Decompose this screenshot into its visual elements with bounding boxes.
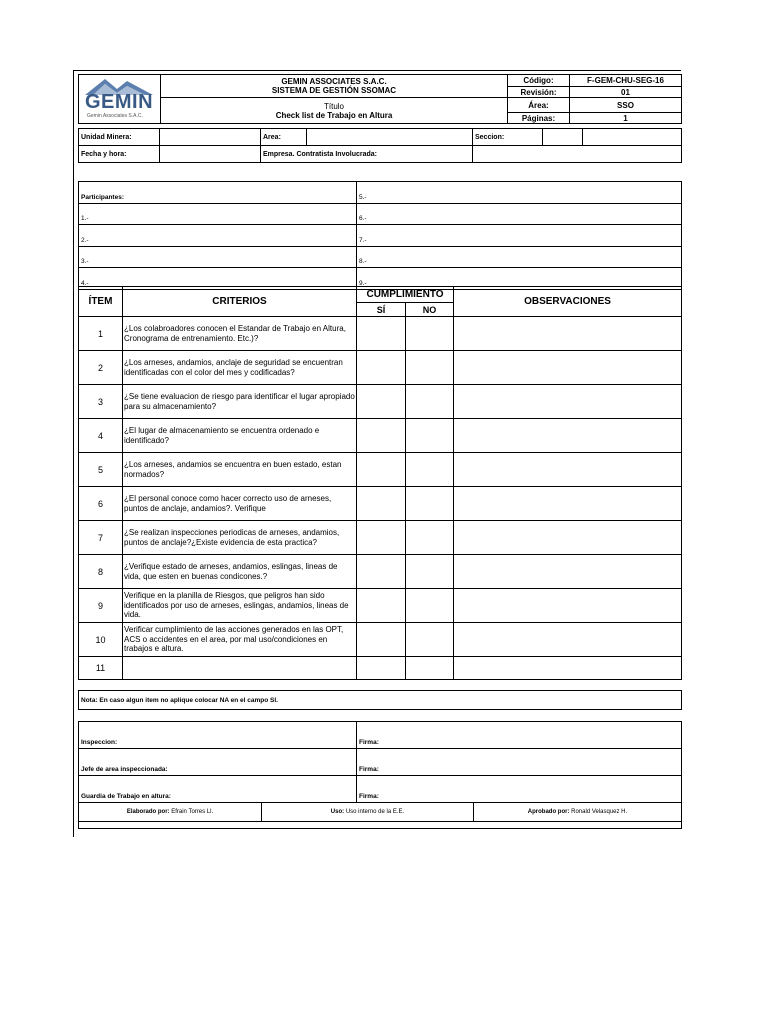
criterion-text: [123, 657, 357, 680]
observation-cell[interactable]: [454, 351, 682, 385]
item-number: 5: [79, 453, 123, 487]
empresa-contratista-field[interactable]: [473, 146, 682, 163]
si-column-header: SÍ: [357, 303, 406, 317]
criteria-row: [79, 657, 682, 680]
document-title: Check list de Trabajo en Altura: [275, 110, 393, 120]
company-name: GEMIN ASSOCIATES S.A.C.: [281, 77, 387, 86]
item-number: 9: [79, 589, 123, 623]
sheet-top-border: [73, 70, 681, 71]
participant-7[interactable]: 7.-: [357, 225, 682, 247]
elaborado-label: Elaborado por:: [126, 809, 170, 815]
uso-documento: [262, 803, 474, 822]
logo-subtitle: Gemin Associates S.A.C.: [87, 113, 143, 119]
participants-table: [78, 181, 682, 290]
criteria-row: [79, 521, 682, 555]
note-text: Nota: En caso algun item no aplique colocar NA en el campo SI.: [79, 691, 682, 710]
title-cell: [161, 98, 508, 124]
observation-cell[interactable]: [454, 657, 682, 680]
item-number: 11: [79, 657, 123, 680]
title-label: Título: [323, 101, 344, 111]
general-info: [78, 128, 682, 163]
aprobado-label: Aprobado por:: [527, 809, 570, 815]
participant-3[interactable]: 3.-: [79, 246, 357, 268]
meta-value-area: SSO: [570, 98, 682, 113]
criterion-text: Verifique en la planilla de Riesgos, que peligros han sido identificados por uso de arneses, eslingas, andamios, lineas de vida.: [123, 589, 357, 623]
si-checkbox-cell[interactable]: [357, 385, 406, 419]
seccion-label: Seccion:: [473, 129, 543, 145]
observation-cell[interactable]: [454, 385, 682, 419]
signatures-table: [78, 721, 682, 829]
seccion-extra-field[interactable]: [583, 129, 682, 145]
area-field[interactable]: [307, 129, 473, 146]
unidad-minera-field[interactable]: [160, 129, 261, 146]
seccion-field[interactable]: [543, 129, 583, 145]
observation-cell[interactable]: [454, 623, 682, 657]
observation-cell[interactable]: [454, 555, 682, 589]
jefe-area-firma[interactable]: Firma:: [357, 749, 682, 776]
si-checkbox-cell[interactable]: [357, 623, 406, 657]
meta-value-paginas: 1: [570, 113, 682, 124]
no-checkbox-cell[interactable]: [406, 623, 454, 657]
item-number: 6: [79, 487, 123, 521]
item-number: 10: [79, 623, 123, 657]
participant-9[interactable]: 9.-: [357, 268, 682, 290]
observation-cell[interactable]: [454, 419, 682, 453]
observation-cell[interactable]: [454, 521, 682, 555]
si-checkbox-cell[interactable]: [357, 317, 406, 351]
criteria-row: [79, 589, 682, 623]
criterion-text: ¿Se realizan inspecciones periodicas de arneses, andamios, puntos de anclaje?¿Existe evidencia de esta practica?: [123, 521, 357, 555]
no-column-header: NO: [406, 303, 454, 317]
guardia-firma[interactable]: Firma:: [357, 776, 682, 803]
participant-5[interactable]: 5.-: [357, 182, 682, 204]
area-label: Area:: [261, 129, 307, 146]
uso-label: Uso:: [330, 809, 345, 815]
elaborado-por: [79, 803, 262, 822]
item-number: 2: [79, 351, 123, 385]
criteria-row: [79, 487, 682, 521]
sheet-left-border: [73, 70, 74, 837]
observation-cell[interactable]: [454, 487, 682, 521]
criterion-text: ¿Verifique estado de arneses, andamios, eslingas, lineas de vida, que esten en buenas condicones.?: [123, 555, 357, 589]
item-number: 3: [79, 385, 123, 419]
si-checkbox-cell[interactable]: [357, 657, 406, 680]
si-checkbox-cell[interactable]: [357, 555, 406, 589]
criterion-text: ¿Se tiene evaluacion de riesgo para identificar el lugar apropiado para su almacenamiento?: [123, 385, 357, 419]
criterion-text: ¿Los colabroadores conocen el Estandar de Trabajo en Altura, Cronograma de entrenamiento. Etc.)?: [123, 317, 357, 351]
logo-wordmark: GEMIN: [85, 91, 154, 113]
criterion-text: ¿Los arneses, andamios, anclaje de seguridad se encuentran identificadas con el color del mes y codificadas?: [123, 351, 357, 385]
participants-title: Participantes:: [79, 182, 357, 204]
criterion-text: ¿El personal conoce como hacer correcto uso de arneses, puntos de anclaje, andamios?. Verifique: [123, 487, 357, 521]
participant-4[interactable]: 4.-: [79, 268, 357, 290]
criteria-row: [79, 317, 682, 351]
item-number: 1: [79, 317, 123, 351]
criteria-table: [78, 286, 682, 680]
item-number: 8: [79, 555, 123, 589]
si-checkbox-cell[interactable]: [357, 351, 406, 385]
si-checkbox-cell[interactable]: [357, 453, 406, 487]
note-box: [78, 690, 682, 710]
no-checkbox-cell[interactable]: [406, 385, 454, 419]
criteria-row: [79, 623, 682, 657]
criterion-text: ¿Los arneses, andamios se encuentra en buen estado, estan normados?: [123, 453, 357, 487]
inspeccion-firma[interactable]: Firma:: [357, 722, 682, 749]
fecha-hora-field[interactable]: [160, 146, 261, 163]
meta-value-revision: 01: [570, 87, 682, 98]
elaborado-value: Efrain Torres Ll.: [171, 809, 214, 815]
criterion-text: ¿El lugar de almacenamiento se encuentra ordenado e identificado?: [123, 419, 357, 453]
no-checkbox-cell[interactable]: [406, 317, 454, 351]
item-column-header: ÍTEM: [79, 287, 123, 317]
aprobado-por: [474, 803, 682, 822]
company-cell: [161, 75, 508, 98]
si-checkbox-cell[interactable]: [357, 521, 406, 555]
uso-value: Uso interno de la E.E.: [345, 809, 405, 815]
item-number: 7: [79, 521, 123, 555]
no-checkbox-cell[interactable]: [406, 589, 454, 623]
item-number: 4: [79, 419, 123, 453]
criteria-row: [79, 453, 682, 487]
cumplimiento-column-header: CUMPLIMIENTO: [357, 287, 454, 303]
company-logo: [79, 75, 161, 124]
meta-label-paginas: Páginas:: [508, 113, 570, 124]
seccion-cell: [473, 129, 682, 146]
criterios-column-header: CRITERIOS: [123, 287, 357, 317]
participant-8[interactable]: 8.-: [357, 246, 682, 268]
unidad-minera-label: Unidad Minera:: [79, 129, 160, 146]
no-checkbox-cell[interactable]: [406, 487, 454, 521]
observation-cell[interactable]: [454, 453, 682, 487]
criteria-row: [79, 419, 682, 453]
criteria-row: [79, 351, 682, 385]
no-checkbox-cell[interactable]: [406, 351, 454, 385]
criteria-row: [79, 555, 682, 589]
criteria-row: [79, 385, 682, 419]
empresa-contratista-label: Empresa. Contratista Involucrada:: [261, 146, 473, 163]
si-checkbox-cell[interactable]: [357, 419, 406, 453]
fecha-hora-label: Fecha y hora:: [79, 146, 160, 163]
jefe-area-label[interactable]: Jefe de area inspeccionada:: [79, 749, 357, 776]
observation-cell[interactable]: [454, 317, 682, 351]
no-checkbox-cell[interactable]: [406, 521, 454, 555]
no-checkbox-cell[interactable]: [406, 555, 454, 589]
participant-1[interactable]: 1.-: [79, 203, 357, 225]
si-checkbox-cell[interactable]: [357, 589, 406, 623]
participant-2[interactable]: 2.-: [79, 225, 357, 247]
management-system: SISTEMA DE GESTIÓN SSOMAC: [271, 86, 397, 95]
observation-cell[interactable]: [454, 589, 682, 623]
meta-label-revision: Revisión:: [508, 87, 570, 98]
footer-bottom-row: [79, 822, 682, 829]
meta-label-area: Área:: [508, 98, 570, 113]
inspeccion-label[interactable]: Inspeccion:: [79, 722, 357, 749]
meta-label-codigo: Código:: [508, 75, 570, 87]
no-checkbox-cell[interactable]: [406, 657, 454, 680]
guardia-label[interactable]: Guardia de Trabajo en altura:: [79, 776, 357, 803]
meta-value-codigo: F-GEM-CHU-SEG-16: [570, 75, 682, 87]
criterion-text: Verificar cumplimiento de las acciones generados en las OPT, ACS o accidentes en el area, por mal uso/condiciones en trabajos e altura.: [123, 623, 357, 657]
document-header: [78, 74, 682, 124]
no-checkbox-cell[interactable]: [406, 453, 454, 487]
participant-6[interactable]: 6.-: [357, 203, 682, 225]
aprobado-value: Ronald Velasquez H.: [571, 809, 628, 815]
si-checkbox-cell[interactable]: [357, 487, 406, 521]
observaciones-column-header: OBSERVACIONES: [454, 287, 682, 317]
no-checkbox-cell[interactable]: [406, 419, 454, 453]
